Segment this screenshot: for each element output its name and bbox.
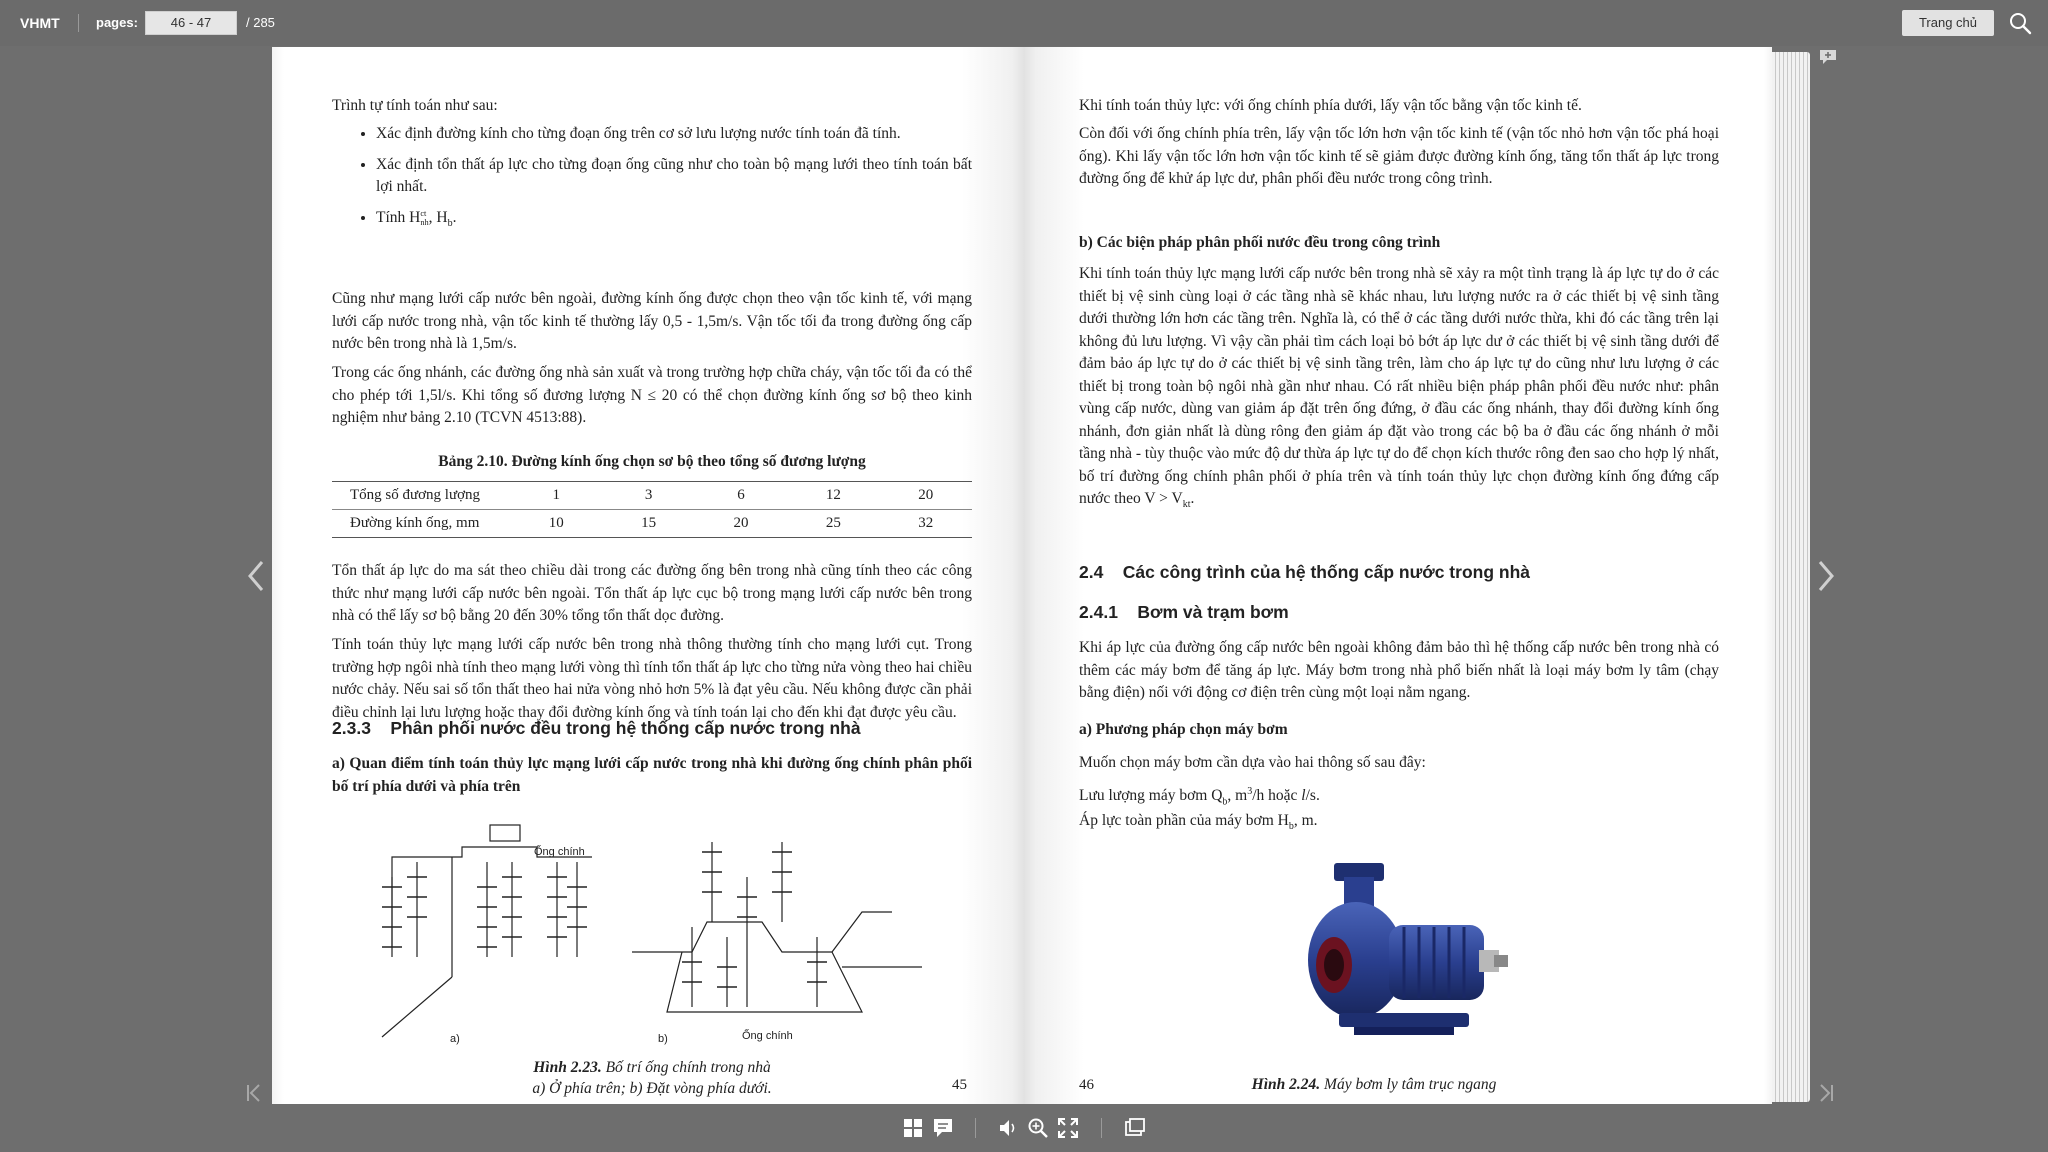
brand-logo[interactable]: VHMT [20, 15, 60, 31]
page-number-input[interactable]: 46 - 47 [145, 11, 237, 35]
subsection-heading: a) Quan điểm tính toán thủy lực mạng lưới cấp nước trong nhà khi đường ống chính phân phối bố trí phía dưới và phía trên [332, 755, 972, 795]
fullscreen-icon[interactable] [1057, 1117, 1079, 1139]
zoom-in-icon[interactable] [1027, 1117, 1049, 1139]
table-cell: Tổng số đương lượng [332, 482, 510, 510]
paragraph: Khi tính toán thủy lực mạng lưới cấp nước bên trong nhà sẽ xảy ra một tình trạng là áp lực tự do ở các thiết bị vệ sinh cùng loại ở các tầng nhà sẽ khác nhau, lưu lượng nước ra ở các thiết bị vệ sinh tầng dưới thường lớn hơn các tầng trên. Nghĩa là, có thể ở các tầng dưới nước thừa, khi đó các tầng trên lại không đủ lưu lượng. Vì vậy cần phải tìm cách loại bỏ bớt áp lực dư ở các thiết bị vệ sinh tầng dưới để đảm bảo áp lực tự do ở các thiết bị vệ sinh tầng trên, làm cho áp lực tự do cũng như lưu lượng ở các thiết bị trong toàn bộ ngôi nhà gần như nhau. Có rất nhiều biện pháp phân phối đều nước như: phân vùng cấp nước, dùng van giảm áp đặt trên ống đứng, ở đầu các ống nhánh, thay đổi đường kính ống nhánh, đơn giản nhất là dùng rông đen giảm áp đặt vào trong các bộ ba ở đầu các ống nhánh ở mỗi tầng nhà - tùy thuộc vào mức độ dư thừa áp lực tự do để chọn kích thước rông đen sao cho hợp lý nhất, bố trí đường ống chính phân phối ở phía trên và tính toán thủy lực chọn đường kính ống đứng cấp nước theo $V > V_{kt}$. [1079, 265, 1719, 511]
toolbar-divider [78, 14, 79, 32]
table-cell: 6 [695, 482, 787, 510]
paragraph: Tính toán thủy lực mạng lưới cấp nước bên trong nhà thông thường tính cho mạng lưới cụt. Trong trường hợp ngôi nhà tính theo mạng lưới vòng thì tính tổn thất áp lực cho từng nửa vòng theo hai chiều nước chảy. Nếu sai số tổn thất theo hai nửa vòng nhỏ hơn 5% là đạt yêu cầu. Nếu không được cần phải điều chỉnh lại lưu lượng hoặc thay đổi đường kính ống và tính toán lại cho đến khi đạt được yêu cầu. [332, 636, 972, 721]
page-stack-edge [1772, 52, 1810, 1102]
total-pages: / 285 [246, 15, 275, 30]
figure-label: b) [658, 1033, 668, 1045]
pages-label: pages: [96, 15, 138, 30]
figure-label: a) [450, 1033, 460, 1045]
paragraph: Trong các ống nhánh, các đường ống nhà sản xuất và trong trường hợp chữa cháy, vận tốc tối đa có thể cho phép tới 1,5l/s. Khi tổng số đương lượng N ≤ 20 có thể chọn đường kính ống sơ bộ theo kinh nghiệm như bảng 2.10 (TCVN 4513:88). [332, 364, 972, 426]
paragraph: Khi tính toán thủy lực: với ống chính phía dưới, lấy vận tốc bằng vận tốc kinh tế. [1079, 97, 1582, 114]
paragraph: Cũng như mạng lưới cấp nước bên ngoài, đường kính ống được chọn theo vận tốc kinh tế, với mạng lưới cấp nước trong nhà, vận tốc kinh tế thường lấy 0,5 - 1,5m/s. Vận tốc tối đa trong đường ống cấp nước bên trong nhà là 1,5m/s. [332, 290, 972, 352]
share-icon[interactable] [1124, 1117, 1146, 1139]
first-page-icon[interactable] [244, 1082, 264, 1104]
page-number: 46 [1079, 1077, 1094, 1093]
table-cell: 10 [510, 510, 602, 538]
section-heading: 2.4.1 Bơm và trạm bơm [1079, 602, 1289, 622]
list-item: • Xác định tổn thất áp lực cho từng đoạn ống cũng như cho toàn bộ mạng lưới theo tính toán bất lợi nhất. [376, 154, 972, 199]
subsection-heading: a) Phương pháp chọn máy bơm [1079, 721, 1288, 738]
table-cell: 3 [602, 482, 694, 510]
table-cell: 15 [602, 510, 694, 538]
diameter-table [332, 481, 972, 538]
book-page-right [1024, 47, 1772, 1104]
search-icon[interactable] [2008, 11, 2032, 35]
chevron-left-icon[interactable] [244, 556, 268, 596]
bookmark-comment-icon[interactable] [1818, 48, 1838, 66]
table-cell: 20 [695, 510, 787, 538]
last-page-icon[interactable] [1816, 1082, 1836, 1104]
toolbar-divider [1101, 1118, 1102, 1138]
table-cell: 12 [787, 482, 879, 510]
figure-caption: Hình 2.24. Máy bơm ly tâm trục ngang [1251, 1076, 1497, 1093]
table-cell: Đường kính ống, mm [332, 510, 510, 538]
top-toolbar [0, 0, 2048, 46]
table-cell: 20 [880, 482, 972, 510]
section-heading: 2.3.3 Phân phối nước đều trong hệ thống cấp nước trong nhà [332, 718, 861, 738]
table-cell: 1 [510, 482, 602, 510]
speaker-icon[interactable] [997, 1117, 1019, 1139]
paragraph: Lưu lượng máy bơm $Q_b$, $m^3/h$ hoặc l/s. [1079, 786, 1320, 808]
table-cell: 32 [880, 510, 972, 538]
intro-text: Trình tự tính toán như sau: [332, 97, 498, 114]
calc-steps-list [332, 123, 972, 243]
page-number: 45 [952, 1077, 967, 1093]
book-page-left [272, 47, 1024, 1104]
figure-label: Ống chính [742, 1030, 793, 1042]
pipe-layout-figure [362, 817, 922, 1047]
chevron-right-icon[interactable] [1814, 556, 1838, 596]
paragraph: Tổn thất áp lực do ma sát theo chiều dài trong các đường ống bên trong nhà cũng tính theo các công thức như mạng lưới cấp nước bên ngoài. Tổn thất áp lực cục bộ trong mạng lưới cấp nước bên trong nhà có thể lấy sơ bộ bằng 20 đến 30% tổng tổn thất dọc đường. [332, 562, 972, 624]
toolbar-divider [975, 1118, 976, 1138]
comment-icon[interactable] [932, 1117, 954, 1139]
figure-caption: Hình 2.23. Bố trí ống chính trong nhà a) Ở phía trên; b) Đặt vòng phía dưới. [532, 1059, 772, 1097]
table-title: Bảng 2.10. Đường kính ống chọn sơ bộ theo tổng số đương lượng [438, 453, 866, 470]
paragraph: Còn đối với ống chính phía trên, lấy vận tốc lớn hơn vận tốc kinh tế (vận tốc nhỏ hơn vận tốc phá hoại ống). Khi lấy vận tốc lớn hơn vận tốc kinh tế sẽ giảm được đường kính ống, tăng tổn thất áp lực trong đường ống để khử áp lực dư, phân phối đều nước trong công trình. [1079, 125, 1719, 187]
paragraph: Muốn chọn máy bơm cần dựa vào hai thông số sau đây: [1079, 754, 1426, 771]
home-button[interactable]: Trang chủ [1902, 10, 1994, 36]
table-row [332, 510, 972, 538]
figure-label: Ống chính [534, 846, 585, 858]
section-heading: 2.4 Các công trình của hệ thống cấp nước trong nhà [1079, 562, 1530, 582]
subsection-heading: b) Các biện pháp phân phối nước đều trong công trình [1079, 234, 1441, 251]
list-item: • Xác định đường kính cho từng đoạn ống trên cơ sở lưu lượng nước tính toán đã tính. [376, 123, 972, 146]
table-cell: 25 [787, 510, 879, 538]
table-row [332, 482, 972, 510]
centrifugal-pump-image [1294, 855, 1524, 1065]
list-item: • Tính H ct nh , $H_b$. [376, 207, 972, 236]
grid-icon[interactable] [902, 1117, 924, 1139]
paragraph: Áp lực toàn phần của máy bơm $H_b$, m. [1079, 812, 1318, 833]
paragraph: Khi áp lực của đường ống cấp nước bên ngoài không đảm bảo thì hệ thống cấp nước bên trong nhà có thêm các máy bơm để tăng áp lực. Máy bơm trong nhà phổ biến nhất là loại máy bơm ly tâm (chạy bằng điện) nối với động cơ điện trên cùng một loại nằm ngang. [1079, 639, 1719, 701]
